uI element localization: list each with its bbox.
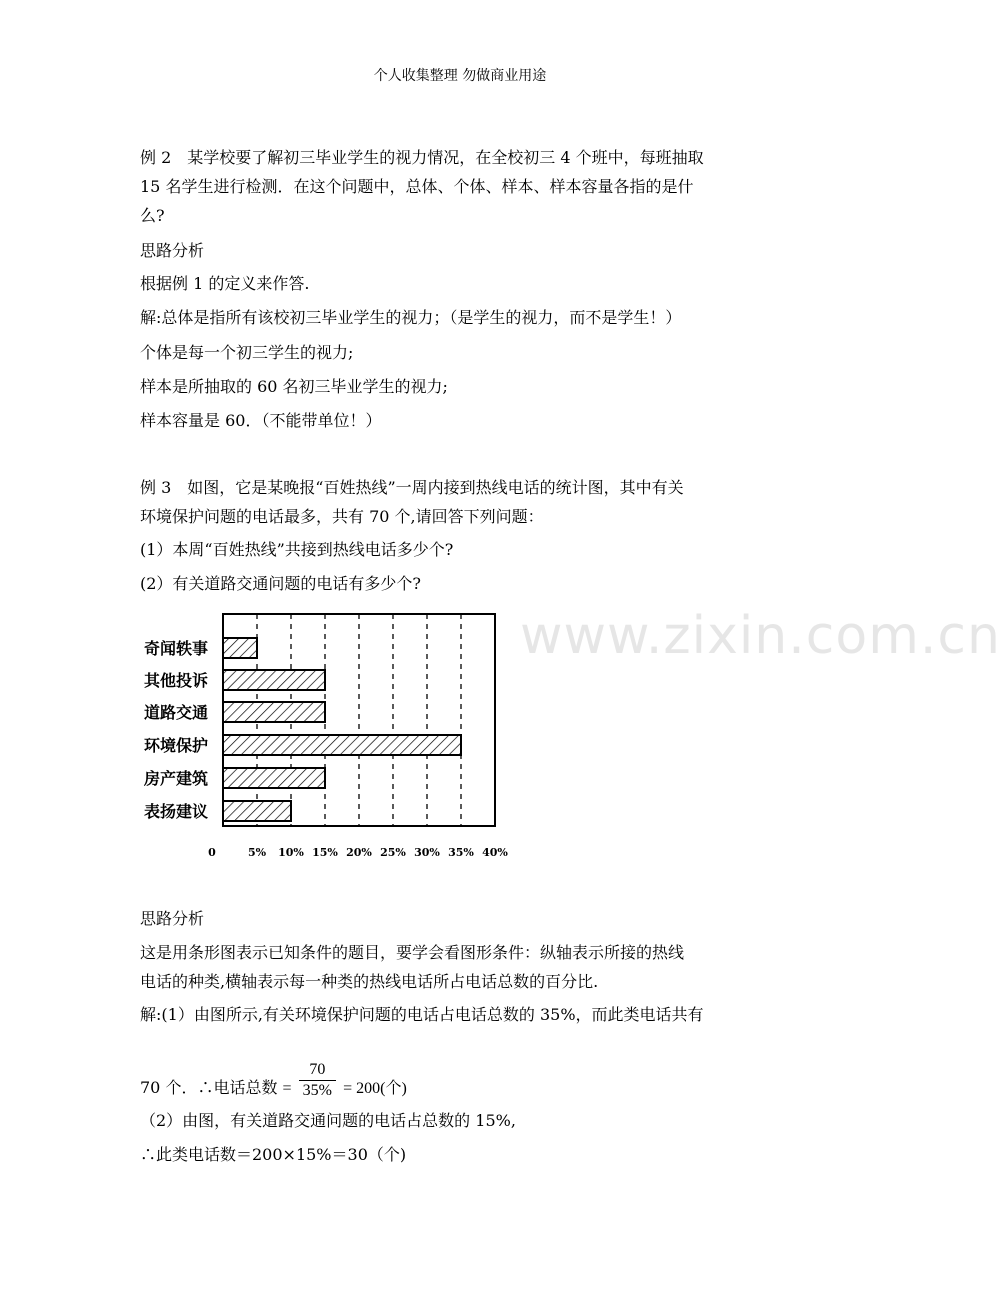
solution-line: ∴此类电话数＝200×15%＝30（个) [140,1145,407,1164]
x-tick-label: 25% [380,846,406,859]
solution-line: 解:(1）由图所示,有关环境保护问题的电话占电话总数的 35%，而此类电话共有 [140,1005,704,1024]
x-tick-label: 5% [247,846,267,859]
example2-line: 例 2 某学校要了解初三毕业学生的视力情况，在全校初三 4 个班中，每班抽取 [140,148,704,167]
analysis-line: 电话的种类,横轴表示每一种类的热线电话所占电话总数的百分比. [140,972,599,991]
category-label: 表扬建议 [144,802,209,821]
example3-line: 例 3 如图，它是某晚报“百姓热线”一周内接到热线电话的统计图，其中有关 [140,478,684,497]
example2-line: 么? [140,206,165,225]
category-label: 其他投诉 [144,671,209,690]
x-tick-label: 40% [482,846,508,859]
bar [223,735,461,755]
x-tick-label: 30% [414,846,440,859]
fraction [299,1060,336,1101]
analysis-heading: 思路分析 [140,909,205,928]
fraction-numerator: 70 [299,1060,336,1081]
fraction-denominator: 35% [302,1082,332,1099]
formula-prefix: 70 个．∴电话总数 [140,1078,278,1097]
category-label: 房产建筑 [144,769,209,788]
example2-line: 样本容量是 60．（不能带单位！） [140,411,382,430]
example2-line: 15 名学生进行检测．在这个问题中，总体、个体、样本、样本容量各指的是什 [140,177,694,196]
watermark: www.zixin.com.cn [520,606,1001,666]
example3-line: (1）本周“百姓热线”共接到热线电话多少个? [140,540,454,559]
example2-line: 样本是所抽取的 60 名初三毕业学生的视力; [140,377,448,396]
category-label: 奇闻轶事 [144,639,209,658]
bar [223,670,325,690]
example2-line: 解:总体是指所有该校初三毕业学生的视力；（是学生的视力，而不是学生！） [140,308,682,327]
example2-line: 根据例 1 的定义来作答. [140,274,310,293]
category-label: 道路交通 [144,703,209,722]
formula-line [140,1061,407,1109]
x-tick-label: 15% [312,846,338,859]
bar [223,702,325,722]
bar [223,638,257,658]
page-header: 个人收集整理 勿做商业用途 [373,68,547,84]
bar-chart [140,598,520,868]
bar [223,768,325,788]
example2-line: 个体是每一个初三学生的视力; [140,343,354,362]
example3-line: (2）有关道路交通问题的电话有多少个? [140,574,422,593]
x-tick-label: 10% [278,846,304,859]
bar [223,801,291,821]
analysis-line: 这是用条形图表示已知条件的题目，要学会看图形条件：纵轴表示所接的热线 [140,943,685,962]
category-label: 环境保护 [144,736,209,755]
x-tick-label: 35% [448,846,474,859]
solution-line: （2）由图，有关道路交通问题的电话占总数的 15%, [140,1111,516,1130]
x-tick-label: 0 [208,846,216,859]
example2-heading: 思路分析 [140,241,205,260]
x-tick-label: 20% [346,846,372,859]
formula-equals: = [282,1080,292,1097]
example3-line: 环境保护问题的电话最多，共有 70 个,请回答下列问题： [140,507,544,526]
formula-result: = 200(个) [343,1080,407,1097]
